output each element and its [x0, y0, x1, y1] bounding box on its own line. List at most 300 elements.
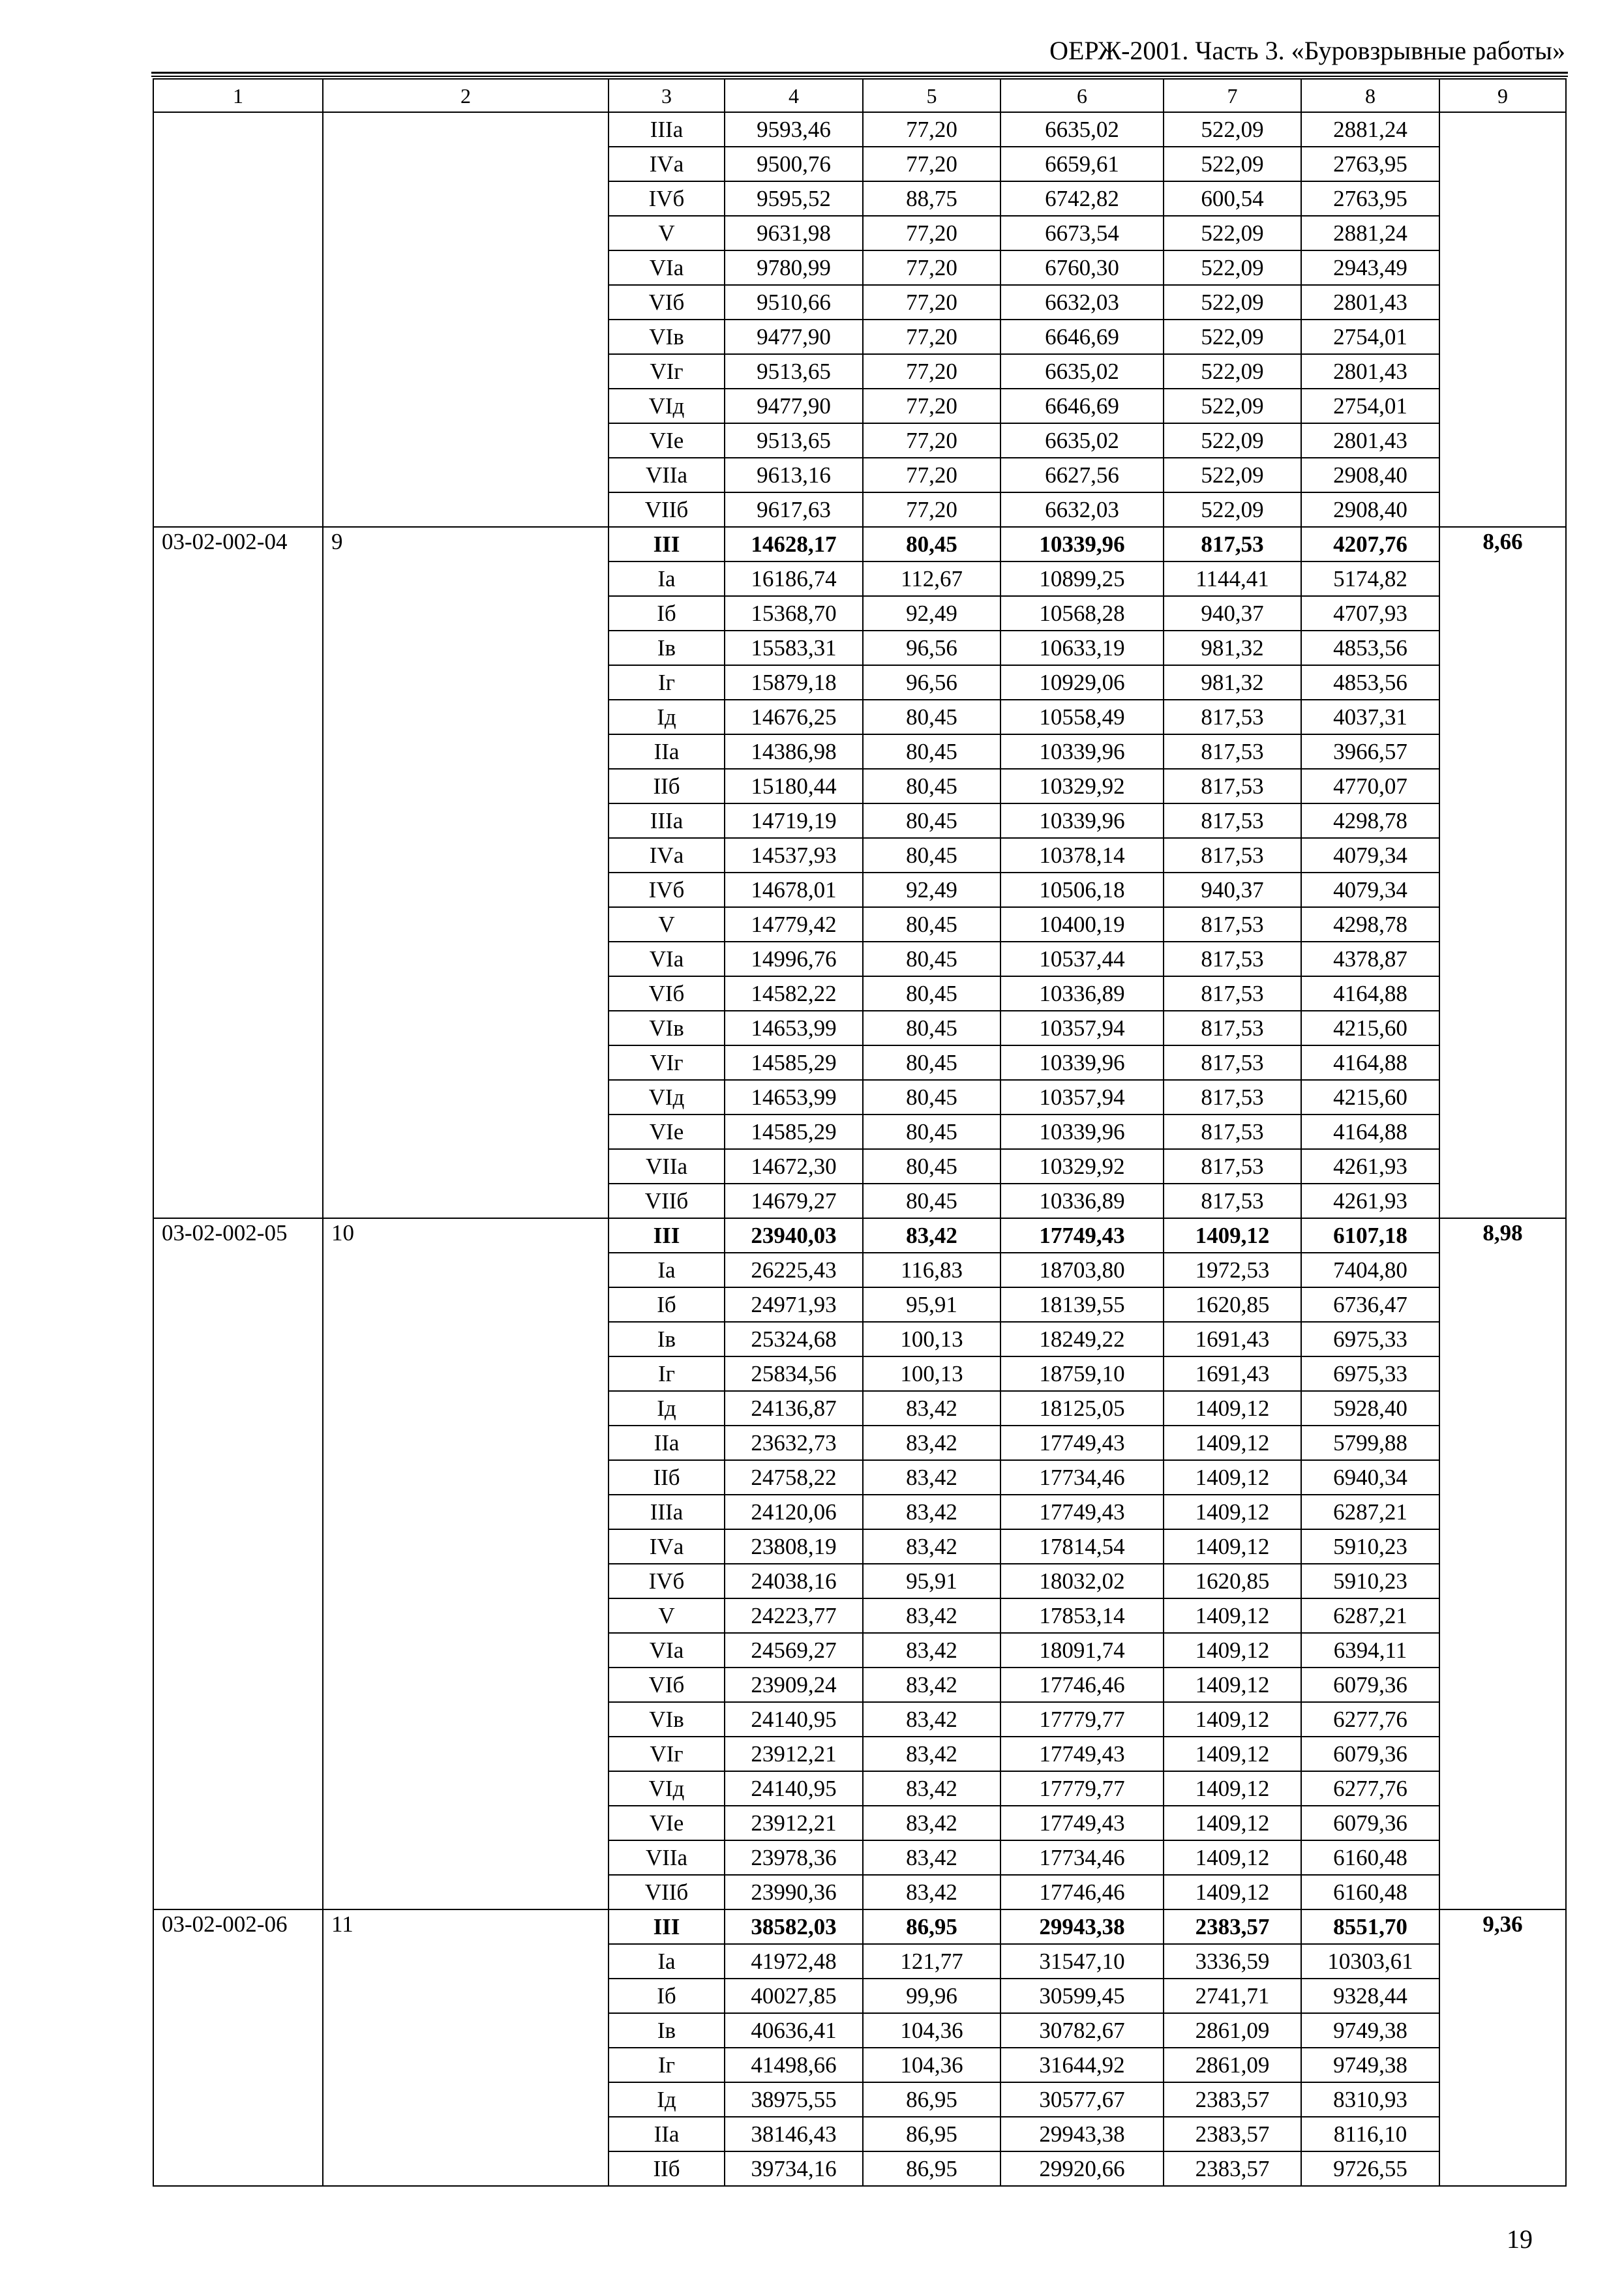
price-table	[153, 78, 1567, 2187]
labor-cost-cell: 86,95	[863, 2117, 1000, 2151]
labor-cost-cell: 83,42	[863, 1391, 1000, 1426]
materials-cost-cell: 9726,55	[1301, 2151, 1439, 2186]
total-cost-cell: 15583,31	[725, 631, 863, 665]
category-cell: Iд	[609, 1391, 725, 1426]
category-cell: VIд	[609, 389, 725, 423]
total-cost-cell: 23978,36	[725, 1840, 863, 1875]
total-cost-cell: 24136,87	[725, 1391, 863, 1426]
machine-cost-cell: 18091,74	[1000, 1633, 1164, 1668]
machinist-wage-cell: 522,09	[1164, 147, 1301, 181]
column-number-cell: 8	[1301, 79, 1439, 112]
total-cost-cell: 9477,90	[725, 320, 863, 354]
category-cell: VIд	[609, 1771, 725, 1806]
labor-cost-cell: 83,42	[863, 1702, 1000, 1737]
category-cell: IVб	[609, 1564, 725, 1598]
machinist-wage-cell: 1620,85	[1164, 1564, 1301, 1598]
materials-cost-cell: 6287,21	[1301, 1598, 1439, 1633]
machine-cost-cell: 18032,02	[1000, 1564, 1164, 1598]
labor-cost-cell: 83,42	[863, 1633, 1000, 1668]
machine-cost-cell: 10506,18	[1000, 873, 1164, 907]
materials-cost-cell: 4164,88	[1301, 1045, 1439, 1080]
total-cost-cell: 24140,95	[725, 1771, 863, 1806]
table-row	[153, 527, 1566, 561]
materials-cost-cell: 9328,44	[1301, 1979, 1439, 2013]
machine-cost-cell: 6646,69	[1000, 389, 1164, 423]
code-cell: 03-02-002-04	[153, 527, 323, 1218]
category-cell: III	[609, 527, 725, 561]
labor-cost-cell: 80,45	[863, 527, 1000, 561]
machine-cost-cell: 17779,77	[1000, 1702, 1164, 1737]
category-cell: V	[609, 1598, 725, 1633]
category-cell: Iг	[609, 1356, 725, 1391]
total-cost-cell: 14653,99	[725, 1011, 863, 1045]
machinist-wage-cell: 817,53	[1164, 1011, 1301, 1045]
column-number-cell: 3	[609, 79, 725, 112]
machine-cost-cell: 17814,54	[1000, 1529, 1164, 1564]
total-cost-cell: 24223,77	[725, 1598, 863, 1633]
category-cell: III	[609, 1218, 725, 1253]
document-header-title: ОЕРЖ-2001. Часть 3. «Буровзрывные работы»	[1049, 36, 1565, 65]
total-cost-cell: 38146,43	[725, 2117, 863, 2151]
machine-cost-cell: 18759,10	[1000, 1356, 1164, 1391]
materials-cost-cell: 4207,76	[1301, 527, 1439, 561]
machinist-wage-cell: 817,53	[1164, 769, 1301, 803]
machine-cost-cell: 10633,19	[1000, 631, 1164, 665]
total-cost-cell: 24758,22	[725, 1460, 863, 1495]
machine-cost-cell: 6635,02	[1000, 354, 1164, 389]
category-cell: IIа	[609, 1426, 725, 1460]
labor-cost-cell: 80,45	[863, 803, 1000, 838]
table-row	[153, 1909, 1566, 1944]
category-cell: VIб	[609, 285, 725, 320]
machine-cost-cell: 6635,02	[1000, 112, 1164, 147]
machinist-wage-cell: 1409,12	[1164, 1495, 1301, 1529]
materials-cost-cell: 2908,40	[1301, 458, 1439, 492]
col9-cell: 9,36	[1439, 1909, 1566, 2186]
machine-cost-cell: 6632,03	[1000, 285, 1164, 320]
machinist-wage-cell: 1409,12	[1164, 1771, 1301, 1806]
machine-cost-cell: 6646,69	[1000, 320, 1164, 354]
category-cell: Iб	[609, 1979, 725, 2013]
machine-cost-cell: 10339,96	[1000, 1045, 1164, 1080]
materials-cost-cell: 2754,01	[1301, 389, 1439, 423]
total-cost-cell: 24569,27	[725, 1633, 863, 1668]
header-double-rule	[151, 72, 1568, 77]
labor-cost-cell: 86,95	[863, 2082, 1000, 2117]
total-cost-cell: 41972,48	[725, 1944, 863, 1979]
total-cost-cell: 40027,85	[725, 1979, 863, 2013]
machinist-wage-cell: 981,32	[1164, 665, 1301, 700]
labor-cost-cell: 99,96	[863, 1979, 1000, 2013]
labor-cost-cell: 83,42	[863, 1737, 1000, 1771]
labor-cost-cell: 80,45	[863, 734, 1000, 769]
machine-cost-cell: 10400,19	[1000, 907, 1164, 942]
labor-cost-cell: 83,42	[863, 1840, 1000, 1875]
category-cell: Iб	[609, 596, 725, 631]
labor-cost-cell: 83,42	[863, 1598, 1000, 1633]
category-cell: Iв	[609, 2013, 725, 2048]
category-cell: Iа	[609, 561, 725, 596]
materials-cost-cell: 6107,18	[1301, 1218, 1439, 1253]
machine-cost-cell: 10899,25	[1000, 561, 1164, 596]
machinist-wage-cell: 940,37	[1164, 596, 1301, 631]
labor-cost-cell: 96,56	[863, 631, 1000, 665]
machine-cost-cell: 10357,94	[1000, 1080, 1164, 1115]
total-cost-cell: 14653,99	[725, 1080, 863, 1115]
category-cell: Iб	[609, 1287, 725, 1322]
labor-cost-cell: 100,13	[863, 1356, 1000, 1391]
category-cell: IIа	[609, 734, 725, 769]
machinist-wage-cell: 1409,12	[1164, 1840, 1301, 1875]
machinist-wage-cell: 817,53	[1164, 838, 1301, 873]
machine-cost-cell: 10378,14	[1000, 838, 1164, 873]
labor-cost-cell: 80,45	[863, 1080, 1000, 1115]
machinist-wage-cell: 522,09	[1164, 112, 1301, 147]
machine-cost-cell: 10329,92	[1000, 769, 1164, 803]
category-cell: VIв	[609, 1702, 725, 1737]
materials-cost-cell: 4164,88	[1301, 1115, 1439, 1149]
materials-cost-cell: 5174,82	[1301, 561, 1439, 596]
code-cell-continued	[153, 112, 323, 527]
machinist-wage-cell: 600,54	[1164, 181, 1301, 216]
machine-cost-cell: 6760,30	[1000, 250, 1164, 285]
category-cell: VIб	[609, 976, 725, 1011]
category-cell: VIе	[609, 1806, 725, 1840]
labor-cost-cell: 77,20	[863, 354, 1000, 389]
materials-cost-cell: 8551,70	[1301, 1909, 1439, 1944]
materials-cost-cell: 10303,61	[1301, 1944, 1439, 1979]
materials-cost-cell: 6079,36	[1301, 1737, 1439, 1771]
total-cost-cell: 14585,29	[725, 1115, 863, 1149]
materials-cost-cell: 2881,24	[1301, 216, 1439, 250]
total-cost-cell: 14537,93	[725, 838, 863, 873]
machine-cost-cell: 17749,43	[1000, 1737, 1164, 1771]
machine-cost-cell: 17749,43	[1000, 1218, 1164, 1253]
materials-cost-cell: 6079,36	[1301, 1806, 1439, 1840]
category-cell: VIIа	[609, 458, 725, 492]
machine-cost-cell: 17779,77	[1000, 1771, 1164, 1806]
total-cost-cell: 24120,06	[725, 1495, 863, 1529]
name-cell-continued	[323, 112, 609, 527]
total-cost-cell: 23632,73	[725, 1426, 863, 1460]
materials-cost-cell: 4770,07	[1301, 769, 1439, 803]
machinist-wage-cell: 522,09	[1164, 492, 1301, 527]
materials-cost-cell: 3966,57	[1301, 734, 1439, 769]
column-number-cell: 5	[863, 79, 1000, 112]
total-cost-cell: 24140,95	[725, 1702, 863, 1737]
machine-cost-cell: 18125,05	[1000, 1391, 1164, 1426]
total-cost-cell: 14996,76	[725, 942, 863, 976]
labor-cost-cell: 83,42	[863, 1771, 1000, 1806]
labor-cost-cell: 80,45	[863, 1045, 1000, 1080]
labor-cost-cell: 80,45	[863, 942, 1000, 976]
machinist-wage-cell: 817,53	[1164, 1080, 1301, 1115]
total-cost-cell: 15180,44	[725, 769, 863, 803]
category-cell: IIIа	[609, 803, 725, 838]
category-cell: IIа	[609, 2117, 725, 2151]
labor-cost-cell: 80,45	[863, 700, 1000, 734]
machinist-wage-cell: 1691,43	[1164, 1322, 1301, 1356]
machinist-wage-cell: 1409,12	[1164, 1702, 1301, 1737]
materials-cost-cell: 4164,88	[1301, 976, 1439, 1011]
machine-cost-cell: 17734,46	[1000, 1840, 1164, 1875]
labor-cost-cell: 95,91	[863, 1287, 1000, 1322]
category-cell: IVа	[609, 838, 725, 873]
labor-cost-cell: 80,45	[863, 1115, 1000, 1149]
category-cell: Iв	[609, 1322, 725, 1356]
labor-cost-cell: 77,20	[863, 320, 1000, 354]
machine-cost-cell: 31644,92	[1000, 2048, 1164, 2082]
total-cost-cell: 14678,01	[725, 873, 863, 907]
category-cell: Iг	[609, 665, 725, 700]
column-number-row	[153, 79, 1566, 112]
column-number-cell: 6	[1000, 79, 1164, 112]
materials-cost-cell: 5910,23	[1301, 1529, 1439, 1564]
total-cost-cell: 14779,42	[725, 907, 863, 942]
machinist-wage-cell: 817,53	[1164, 942, 1301, 976]
materials-cost-cell: 7404,80	[1301, 1253, 1439, 1287]
total-cost-cell: 39734,16	[725, 2151, 863, 2186]
total-cost-cell: 25324,68	[725, 1322, 863, 1356]
materials-cost-cell: 4707,93	[1301, 596, 1439, 631]
machinist-wage-cell: 981,32	[1164, 631, 1301, 665]
col9-cell: 8,66	[1439, 527, 1566, 1218]
materials-cost-cell: 6975,33	[1301, 1356, 1439, 1391]
machine-cost-cell: 30599,45	[1000, 1979, 1164, 2013]
total-cost-cell: 9513,65	[725, 354, 863, 389]
labor-cost-cell: 86,95	[863, 2151, 1000, 2186]
machine-cost-cell: 18703,80	[1000, 1253, 1164, 1287]
materials-cost-cell: 4261,93	[1301, 1149, 1439, 1184]
machinist-wage-cell: 1409,12	[1164, 1737, 1301, 1771]
total-cost-cell: 9477,90	[725, 389, 863, 423]
category-cell: VIа	[609, 942, 725, 976]
materials-cost-cell: 4298,78	[1301, 803, 1439, 838]
labor-cost-cell: 80,45	[863, 769, 1000, 803]
labor-cost-cell: 88,75	[863, 181, 1000, 216]
code-cell: 03-02-002-05	[153, 1218, 323, 1909]
machinist-wage-cell: 817,53	[1164, 1045, 1301, 1080]
total-cost-cell: 16186,74	[725, 561, 863, 596]
code-cell: 03-02-002-06	[153, 1909, 323, 2186]
labor-cost-cell: 77,20	[863, 147, 1000, 181]
total-cost-cell: 23912,21	[725, 1737, 863, 1771]
machinist-wage-cell: 522,09	[1164, 458, 1301, 492]
total-cost-cell: 14386,98	[725, 734, 863, 769]
category-cell: III	[609, 1909, 725, 1944]
machine-cost-cell: 6632,03	[1000, 492, 1164, 527]
category-cell: IVб	[609, 181, 725, 216]
machine-cost-cell: 10929,06	[1000, 665, 1164, 700]
category-cell: VIб	[609, 1668, 725, 1702]
category-cell: Iа	[609, 1253, 725, 1287]
column-number-cell: 1	[153, 79, 323, 112]
machinist-wage-cell: 1409,12	[1164, 1598, 1301, 1633]
materials-cost-cell: 4215,60	[1301, 1011, 1439, 1045]
labor-cost-cell: 92,49	[863, 873, 1000, 907]
labor-cost-cell: 83,42	[863, 1495, 1000, 1529]
materials-cost-cell: 4853,56	[1301, 631, 1439, 665]
materials-cost-cell: 6277,76	[1301, 1702, 1439, 1737]
machine-cost-cell: 10339,96	[1000, 803, 1164, 838]
labor-cost-cell: 80,45	[863, 976, 1000, 1011]
machinist-wage-cell: 1409,12	[1164, 1426, 1301, 1460]
category-cell: Iд	[609, 700, 725, 734]
labor-cost-cell: 77,20	[863, 458, 1000, 492]
category-cell: VIа	[609, 1633, 725, 1668]
total-cost-cell: 9780,99	[725, 250, 863, 285]
machine-cost-cell: 30577,67	[1000, 2082, 1164, 2117]
total-cost-cell: 41498,66	[725, 2048, 863, 2082]
total-cost-cell: 38582,03	[725, 1909, 863, 1944]
total-cost-cell: 15368,70	[725, 596, 863, 631]
name-cell: 9	[323, 527, 609, 1218]
materials-cost-cell: 8116,10	[1301, 2117, 1439, 2151]
machine-cost-cell: 30782,67	[1000, 2013, 1164, 2048]
category-cell: VIг	[609, 1045, 725, 1080]
total-cost-cell: 14628,17	[725, 527, 863, 561]
materials-cost-cell: 2943,49	[1301, 250, 1439, 285]
machinist-wage-cell: 817,53	[1164, 700, 1301, 734]
labor-cost-cell: 77,20	[863, 389, 1000, 423]
page-number: 19	[1507, 2224, 1533, 2254]
materials-cost-cell: 2801,43	[1301, 354, 1439, 389]
category-cell: Iа	[609, 1944, 725, 1979]
machine-cost-cell: 6635,02	[1000, 423, 1164, 458]
machinist-wage-cell: 1409,12	[1164, 1218, 1301, 1253]
machine-cost-cell: 6627,56	[1000, 458, 1164, 492]
machinist-wage-cell: 522,09	[1164, 389, 1301, 423]
materials-cost-cell: 5799,88	[1301, 1426, 1439, 1460]
labor-cost-cell: 83,42	[863, 1529, 1000, 1564]
materials-cost-cell: 6940,34	[1301, 1460, 1439, 1495]
materials-cost-cell: 4853,56	[1301, 665, 1439, 700]
column-number-cell: 2	[323, 79, 609, 112]
machine-cost-cell: 17749,43	[1000, 1426, 1164, 1460]
labor-cost-cell: 77,20	[863, 216, 1000, 250]
total-cost-cell: 9613,16	[725, 458, 863, 492]
total-cost-cell: 9617,63	[725, 492, 863, 527]
labor-cost-cell: 80,45	[863, 1184, 1000, 1218]
labor-cost-cell: 83,42	[863, 1668, 1000, 1702]
materials-cost-cell: 4079,34	[1301, 838, 1439, 873]
machine-cost-cell: 17749,43	[1000, 1806, 1164, 1840]
materials-cost-cell: 6079,36	[1301, 1668, 1439, 1702]
machinist-wage-cell: 817,53	[1164, 734, 1301, 769]
total-cost-cell: 14676,25	[725, 700, 863, 734]
labor-cost-cell: 80,45	[863, 1149, 1000, 1184]
labor-cost-cell: 100,13	[863, 1322, 1000, 1356]
labor-cost-cell: 83,42	[863, 1426, 1000, 1460]
total-cost-cell: 26225,43	[725, 1253, 863, 1287]
total-cost-cell: 23940,03	[725, 1218, 863, 1253]
machinist-wage-cell: 817,53	[1164, 803, 1301, 838]
machine-cost-cell: 10339,96	[1000, 734, 1164, 769]
labor-cost-cell: 116,83	[863, 1253, 1000, 1287]
machinist-wage-cell: 2383,57	[1164, 2151, 1301, 2186]
machine-cost-cell: 6673,54	[1000, 216, 1164, 250]
category-cell: IVа	[609, 1529, 725, 1564]
machinist-wage-cell: 522,09	[1164, 423, 1301, 458]
materials-cost-cell: 6394,11	[1301, 1633, 1439, 1668]
labor-cost-cell: 77,20	[863, 112, 1000, 147]
total-cost-cell: 23909,24	[725, 1668, 863, 1702]
category-cell: V	[609, 907, 725, 942]
machine-cost-cell: 10558,49	[1000, 700, 1164, 734]
labor-cost-cell: 83,42	[863, 1218, 1000, 1253]
machine-cost-cell: 18249,22	[1000, 1322, 1164, 1356]
machine-cost-cell: 10339,96	[1000, 1115, 1164, 1149]
column-number-cell: 4	[725, 79, 863, 112]
machinist-wage-cell: 2383,57	[1164, 2117, 1301, 2151]
machine-cost-cell: 10329,92	[1000, 1149, 1164, 1184]
category-cell: VIд	[609, 1080, 725, 1115]
total-cost-cell: 24971,93	[725, 1287, 863, 1322]
col9-cell: 8,98	[1439, 1218, 1566, 1909]
materials-cost-cell: 5910,23	[1301, 1564, 1439, 1598]
total-cost-cell: 40636,41	[725, 2013, 863, 2048]
materials-cost-cell: 9749,38	[1301, 2013, 1439, 2048]
materials-cost-cell: 2881,24	[1301, 112, 1439, 147]
machine-cost-cell: 10336,89	[1000, 976, 1164, 1011]
machinist-wage-cell: 522,09	[1164, 354, 1301, 389]
materials-cost-cell: 6160,48	[1301, 1840, 1439, 1875]
column-number-cell: 7	[1164, 79, 1301, 112]
table-row	[153, 1218, 1566, 1253]
price-table-body	[153, 79, 1566, 2186]
total-cost-cell: 25834,56	[725, 1356, 863, 1391]
machine-cost-cell: 10336,89	[1000, 1184, 1164, 1218]
labor-cost-cell: 77,20	[863, 492, 1000, 527]
machinist-wage-cell: 522,09	[1164, 320, 1301, 354]
category-cell: VIв	[609, 1011, 725, 1045]
machinist-wage-cell: 1409,12	[1164, 1391, 1301, 1426]
category-cell: VIIа	[609, 1149, 725, 1184]
machinist-wage-cell: 3336,59	[1164, 1944, 1301, 1979]
category-cell: IVб	[609, 873, 725, 907]
materials-cost-cell: 2763,95	[1301, 147, 1439, 181]
machinist-wage-cell: 1409,12	[1164, 1668, 1301, 1702]
name-cell: 10	[323, 1218, 609, 1909]
materials-cost-cell: 6736,47	[1301, 1287, 1439, 1322]
materials-cost-cell: 2754,01	[1301, 320, 1439, 354]
machinist-wage-cell: 1409,12	[1164, 1460, 1301, 1495]
machinist-wage-cell: 1409,12	[1164, 1529, 1301, 1564]
column-number-cell: 9	[1439, 79, 1566, 112]
category-cell: IIIа	[609, 112, 725, 147]
total-cost-cell: 14719,19	[725, 803, 863, 838]
total-cost-cell: 9595,52	[725, 181, 863, 216]
labor-cost-cell: 77,20	[863, 423, 1000, 458]
labor-cost-cell: 121,77	[863, 1944, 1000, 1979]
category-cell: VIе	[609, 423, 725, 458]
machine-cost-cell: 10339,96	[1000, 527, 1164, 561]
total-cost-cell: 23990,36	[725, 1875, 863, 1909]
machinist-wage-cell: 522,09	[1164, 285, 1301, 320]
category-cell: Iг	[609, 2048, 725, 2082]
materials-cost-cell: 2763,95	[1301, 181, 1439, 216]
labor-cost-cell: 92,49	[863, 596, 1000, 631]
name-cell: 11	[323, 1909, 609, 2186]
labor-cost-cell: 77,20	[863, 285, 1000, 320]
materials-cost-cell: 6975,33	[1301, 1322, 1439, 1356]
machinist-wage-cell: 817,53	[1164, 1115, 1301, 1149]
materials-cost-cell: 2801,43	[1301, 423, 1439, 458]
total-cost-cell: 9631,98	[725, 216, 863, 250]
machinist-wage-cell: 2383,57	[1164, 1909, 1301, 1944]
table-row	[153, 112, 1566, 147]
category-cell: VIг	[609, 1737, 725, 1771]
